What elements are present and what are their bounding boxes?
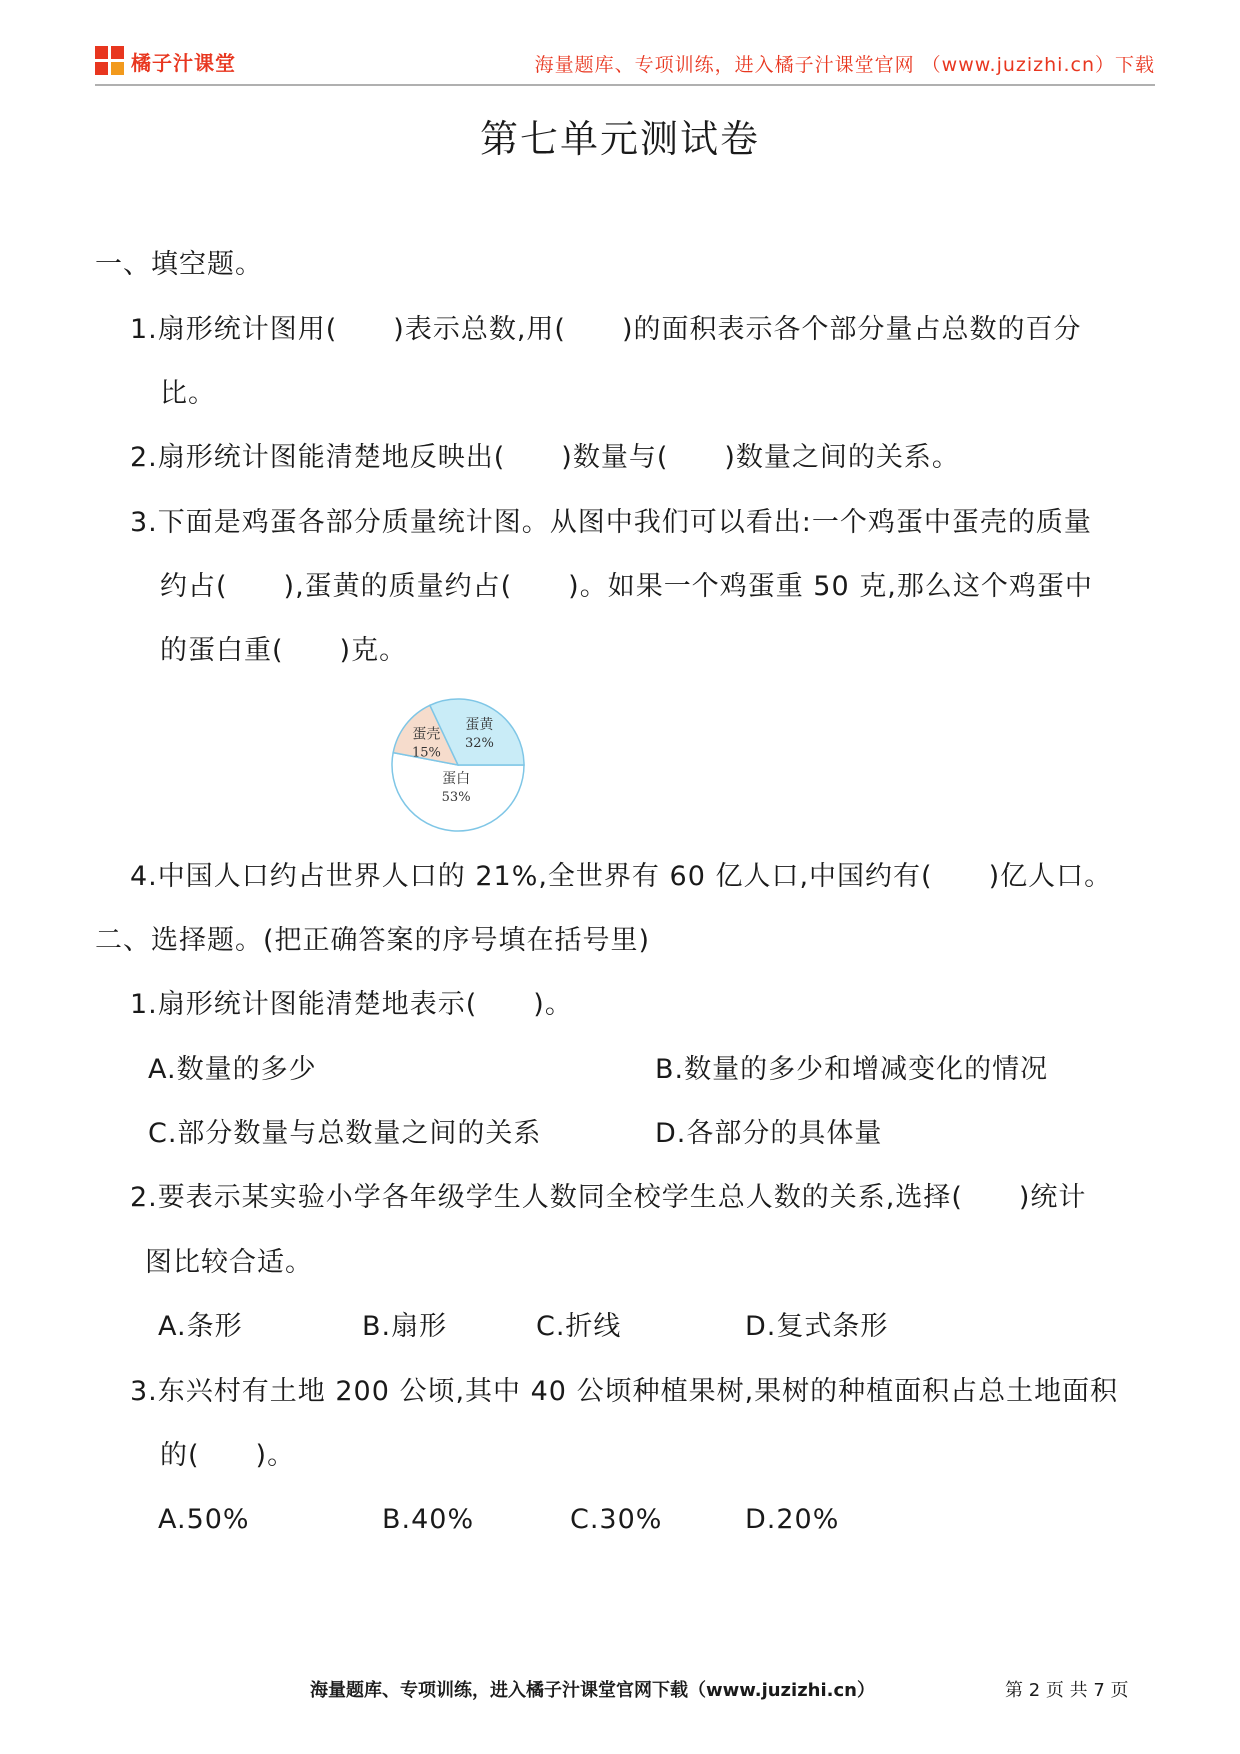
page-number: 第 2 页 共 7 页	[1005, 1680, 1129, 1701]
question-2-1-option-b: B.数量的多少和增减变化的情况	[655, 1054, 1049, 1085]
pie-category-label: 蛋壳	[412, 726, 441, 743]
pie-chart-svg	[388, 695, 528, 835]
page-footer	[0, 1676, 1240, 1706]
pie-value-label: 53%	[441, 789, 471, 805]
question-2-1-option-c: C.部分数量与总数量之间的关系	[148, 1118, 542, 1149]
question-1-1-line1: 1.扇形统计图用( )表示总数,用( )的面积表示各个部分量占总数的百分	[130, 314, 1082, 345]
question-2-3-option-d: D.20%	[745, 1504, 840, 1535]
question-2-1-option-d: D.各部分的具体量	[655, 1118, 883, 1149]
question-2-2-option-b: B.扇形	[362, 1311, 448, 1342]
pie-category-label: 蛋黄	[465, 717, 494, 734]
page-header	[95, 38, 1155, 88]
question-2-2-line1: 2.要表示某实验小学各年级学生人数同全校学生总人数的关系,选择( )统计	[130, 1182, 1087, 1213]
footer-text: 海量题库、专项训练，进入橘子汁课堂官网下载（www.juzizhi.cn）	[310, 1680, 875, 1701]
page-title: 第七单元测试卷	[479, 117, 760, 161]
question-1-3-line1: 3.下面是鸡蛋各部分质量统计图。从图中我们可以看出:一个鸡蛋中蛋壳的质量	[130, 507, 1092, 538]
question-2-1: 1.扇形统计图能清楚地表示( )。	[130, 989, 573, 1020]
question-2-3-option-a: A.50%	[158, 1504, 250, 1535]
question-2-3-option-b: B.40%	[382, 1504, 475, 1535]
question-2-3-option-c: C.30%	[570, 1504, 663, 1535]
section-heading-fill-in: 一、填空题。	[95, 249, 263, 280]
question-1-1-line2: 比。	[160, 378, 216, 409]
header-divider	[95, 84, 1155, 86]
header-slogan: 海量题库、专项训练，进入橘子汁课堂官网 （www.juzizhi.cn）下载	[534, 54, 1155, 76]
pie-category-label: 蛋白	[442, 770, 471, 787]
question-2-2-line2: 图比较合适。	[145, 1247, 313, 1278]
question-2-3-line1: 3.东兴村有土地 200 公顷,其中 40 公顷种植果树,果树的种植面积占总土地面积	[130, 1376, 1119, 1407]
question-2-3-line2: 的( )。	[160, 1440, 296, 1471]
question-2-1-option-a: A.数量的多少	[148, 1054, 317, 1085]
logo-text: 橘子汁课堂	[131, 50, 236, 75]
question-1-4: 4.中国人口约占世界人口的 21%,全世界有 60 亿人口,中国约有( )亿人口。	[130, 861, 1113, 892]
question-2-2-option-a: A.条形	[158, 1311, 243, 1342]
question-2-2-option-d: D.复式条形	[745, 1311, 889, 1342]
question-1-3-line3: 的蛋白重( )克。	[160, 635, 408, 666]
question-1-3-line2: 约占( ),蛋黄的质量约占( )。如果一个鸡蛋重 50 克,那么这个鸡蛋中	[160, 571, 1093, 602]
logo[interactable]	[95, 44, 236, 78]
question-2-2-option-c: C.折线	[536, 1311, 622, 1342]
pie-value-label: 15%	[411, 745, 441, 761]
logo-icon	[95, 46, 125, 76]
question-1-2: 2.扇形统计图能清楚地反映出( )数量与( )数量之间的关系。	[130, 442, 960, 473]
egg-composition-pie-chart	[388, 695, 528, 835]
pie-value-label: 32%	[464, 736, 494, 752]
section-heading-multiple-choice: 二、选择题。(把正确答案的序号填在括号里)	[95, 925, 651, 956]
